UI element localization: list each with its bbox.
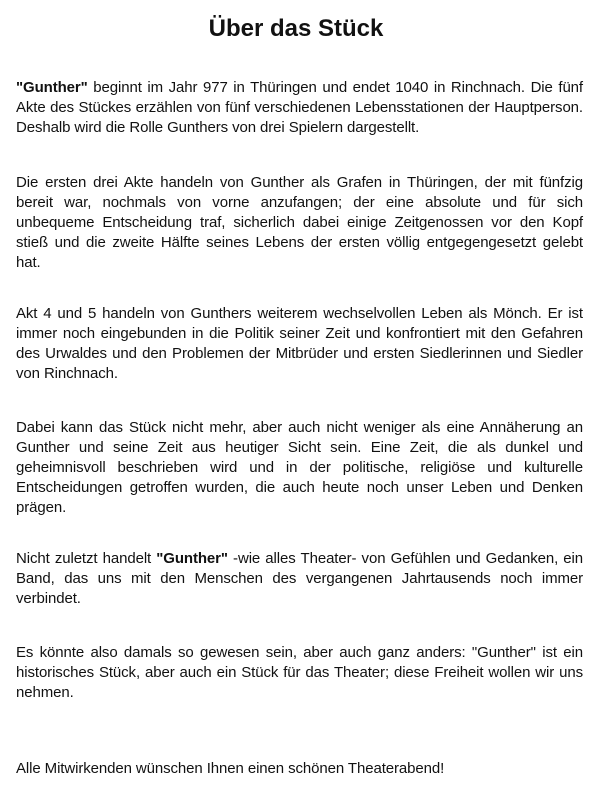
play-name-bold: "Gunther" (156, 550, 228, 567)
paragraph-freedom: Es könnte also damals so gewesen sein, aber auch ganz anders: "Gunther" ist ein historisches Stück, aber auch ein Stück für das Theater; diese Freiheit wollen wir uns nehmen. (16, 644, 583, 701)
page-title: Über das Stück (208, 15, 384, 42)
paragraph-acts-1-3: Die ersten drei Akte handeln von Gunther als Grafen in Thüringen, der mit fünfzig bereit war, nochmals von vorne anzufangen; der eine absolute und für sich unbequeme Entscheidung traf, sicherlich dabei einige Zeitgenossen vor den Kopf stieß und die zweite Hälfte seines Lebens der ersten völlig entgegengesetzt gelebt hat. (16, 174, 583, 271)
paragraph-theater (16, 549, 583, 609)
paragraph-acts-4-5: Akt 4 und 5 handeln von Gunthers weiterem wechselvollen Leben als Mönch. Er ist immer noch eingebunden in die Politik seiner Zeit und konfrontiert mit den Gefahren des Urwaldes und den Problemen der Mitbrüder und ersten Siedlerinnen und Siedler von Rinchnach. (16, 305, 583, 382)
paragraph-intro-text: beginnt im Jahr 977 in Thüringen und endet 1040 in Rinchnach. Die fünf Akte des Stückes erzählen von fünf verschiedenen Lebensstationen der Hauptperson. Deshalb wird die Rolle Gunthers von drei Spielern dargestellt. (16, 79, 583, 136)
paragraph-approach: Dabei kann das Stück nicht mehr, aber auch nicht weniger als eine Annäherung an Gunther und seine Zeit aus heutiger Sicht sein. Eine Zeit, die als dunkel und geheimnisvoll beschrieben wird und in der politische, religiöse und kulturelle Entscheidungen getroffen wurden, die auch heute noch unser Leben und Denken prägen. (16, 419, 583, 516)
paragraph-theater-after: -wie alles Theater- von Gefühlen und Gedanken, ein Band, das uns mit den Menschen des vergangenen Jahrtausends noch immer verbindet. (16, 550, 583, 607)
paragraph-intro (16, 78, 583, 138)
paragraph-theater-before: Nicht zuletzt handelt (16, 550, 157, 567)
play-name-bold: "Gunther" (16, 79, 88, 96)
closing-line: Alle Mitwirkenden wünschen Ihnen einen schönen Theaterabend! (16, 760, 445, 777)
